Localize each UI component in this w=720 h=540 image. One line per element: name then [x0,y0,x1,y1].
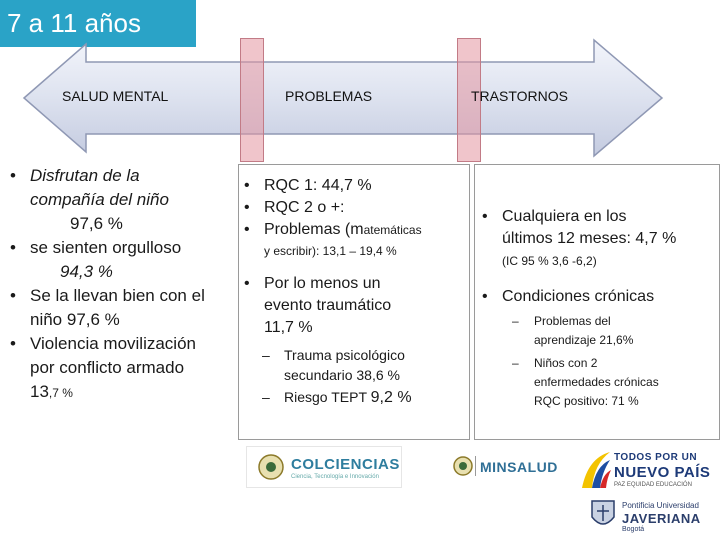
list-item [476,286,718,308]
sub-list-item [254,387,470,408]
todos-subtext: PAZ EQUIDAD EDUCACIÓN [614,482,692,488]
list-item-line: RQC positivo: 71 % [534,394,639,408]
crest-icon [588,497,618,533]
list-item-line: compañía del niño [30,190,169,209]
list-item-line: • Disfrutan de la [30,166,140,185]
rqc2-text: RQC 2 o +: [264,199,345,216]
list-item-line: (IC 95 % 3,6 -6,2) [502,254,597,268]
minsalud-logo [448,452,556,482]
sub-list-item [504,354,718,411]
list-item-line: • se sienten orgulloso [30,238,182,257]
todos-por-un-nuevo-pais-logo [578,446,718,494]
list-item-line: secundario 38,6 % [284,367,400,383]
problemas-text: Problemas (m [264,221,364,238]
list-item [238,197,470,219]
list-item-line: aprendizaje 21,6% [534,333,634,347]
list-item-line: • Violencia movilización [30,334,196,353]
colciencias-subtext: Ciencia, Tecnología e Innovación [291,474,379,480]
list-item [4,332,234,405]
list-item-line: • Se la llevan bien con el [30,286,205,305]
list-item-line: por conflicto armado [30,358,185,377]
list-item-line: – Problemas del [534,314,611,328]
arrow-label-problemas: PROBLEMAS [285,88,373,104]
bogota-text: Bogotá [622,526,645,533]
shield-icon [257,453,285,481]
value-fraction: ,7 % [48,386,73,400]
list-item [238,273,470,339]
list-item-value: 9,2 % [370,389,412,406]
list-item-line: – Trauma psicológico [284,347,405,363]
list-item-line: evento traumático [264,297,392,314]
colciencias-text: COLCIENCIAS [291,456,400,473]
list-item-line: 11,7 % [264,319,313,336]
list-item [4,236,234,284]
arrow-label-trastornos: TRASTORNOS [471,88,568,104]
shield-icon [452,455,474,477]
list-item-line: • Cualquiera en los [502,208,627,225]
list-item-line: – Niños con 2 [534,356,598,370]
list-item-line: enfermedades crónicas [534,375,659,389]
list-item [4,164,234,236]
sub-list-item [254,345,470,385]
slide-title: 7 a 11 años [0,0,196,47]
pontificia-text: Pontificia Universidad [622,501,699,510]
list-item-line: Riesgo TEPT [284,389,371,405]
list-item-line: últimos 12 meses: 4,7 % [502,230,677,247]
arrow-label-salud-mental: SALUD MENTAL [62,88,169,104]
list-item-line: 94,3 % [60,262,113,281]
list-item-line: 97,6 % [70,214,123,233]
minsalud-text: MINSALUD [480,459,558,475]
sub-list-item [504,312,718,350]
problemas-text-small: atemáticas [363,223,422,237]
condiciones-cronicas: Condiciones crónicas [502,288,655,305]
problemas-detail: y escribir): 13,1 – 19,4 % [264,244,397,258]
column-salud-mental [4,164,234,405]
list-item [238,175,470,197]
javeriana-logo [586,496,718,536]
list-item-line [30,380,234,405]
nuevo-pais-text: NUEVO PAÍS [614,464,711,481]
list-item-line: • Por lo menos un [264,275,381,292]
column-trastornos-content [476,206,718,411]
rqc1-text: RQC 1: 44,7 % [264,177,372,194]
list-item [4,284,234,332]
list-item [238,219,470,261]
column-problemas-content [238,175,470,408]
list-item [476,206,718,272]
colciencias-logo [246,446,402,488]
value-number: 13 [30,382,49,401]
todos-text: TODOS POR UN [614,452,698,463]
divider-band-left [240,38,264,162]
list-item-line: niño 97,6 % [30,310,120,329]
javeriana-text: JAVERIANA [622,511,701,526]
flag-swoosh-icon [578,448,612,492]
